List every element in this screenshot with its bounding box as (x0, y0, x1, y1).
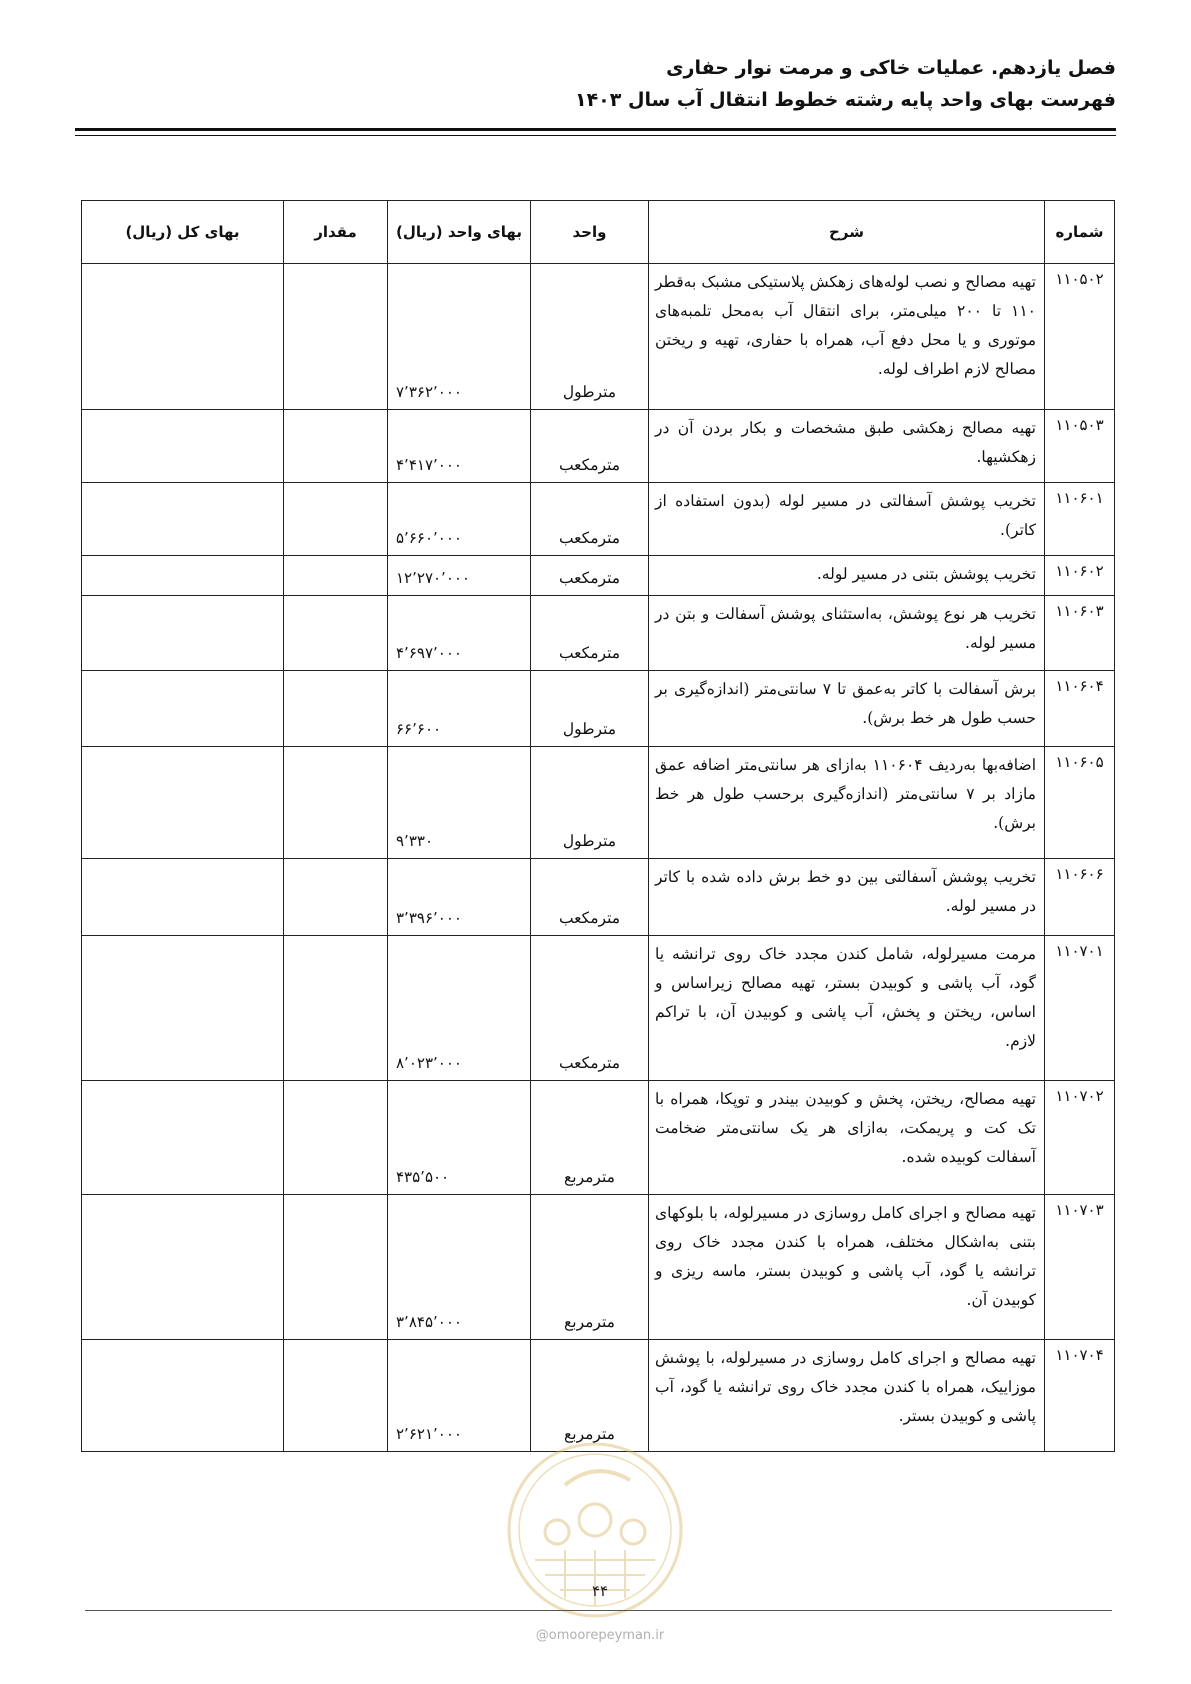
row-unit: مترمربع (531, 1081, 649, 1195)
table-row (82, 859, 1115, 936)
row-quantity[interactable] (284, 1195, 388, 1340)
row-description: تهیه مصالح و نصب لوله‌های زهکش پلاستیکی مشبک به‌قطر ۱۱۰ تا ۲۰۰ میلی‌متر، برای انتقال آب به‌محل تلمبه‌های موتوری و یا محل دفع آب، همراه با حفاری، تهیه و ریختن مصالح لازم اطراف لوله. (649, 264, 1045, 410)
row-number: ۱۱۰۶۰۱ (1045, 483, 1115, 556)
row-quantity[interactable] (284, 1081, 388, 1195)
row-total-price[interactable] (82, 859, 284, 936)
table-row (82, 264, 1115, 410)
row-number: ۱۱۰۶۰۶ (1045, 859, 1115, 936)
row-number: ۱۱۰۷۰۳ (1045, 1195, 1115, 1340)
row-unit-price: ۴٬۴۱۷٬۰۰۰ (388, 410, 531, 483)
row-number: ۱۱۰۶۰۳ (1045, 596, 1115, 671)
table-row (82, 936, 1115, 1081)
row-unit-price: ۹٬۳۳۰ (388, 747, 531, 859)
row-number: ۱۱۰۶۰۴ (1045, 671, 1115, 747)
table-row (82, 410, 1115, 483)
column-header-quantity: مقدار (284, 201, 388, 264)
row-description: تهیه مصالح، ریختن، پخش و کوبیدن بیندر و توپکا، همراه با تک کت و پریمکت، به‌ازای هر یک سانتی‌متر ضخامت آسفالت کوبیده شده. (649, 1081, 1045, 1195)
row-quantity[interactable] (284, 1340, 388, 1452)
table-row (82, 596, 1115, 671)
row-number: ۱۱۰۶۰۵ (1045, 747, 1115, 859)
row-unit: مترطول (531, 671, 649, 747)
row-number: ۱۱۰۷۰۱ (1045, 936, 1115, 1081)
row-total-price[interactable] (82, 747, 284, 859)
row-total-price[interactable] (82, 936, 284, 1081)
website-mark[interactable]: @omoorepeyman.ir (535, 1628, 665, 1643)
row-total-price[interactable] (82, 264, 284, 410)
table-row (82, 1195, 1115, 1340)
row-total-price[interactable] (82, 1195, 284, 1340)
footer-rule (85, 1610, 1112, 1611)
table-row (82, 483, 1115, 556)
row-quantity[interactable] (284, 596, 388, 671)
row-unit-price: ۴٬۶۹۷٬۰۰۰ (388, 596, 531, 671)
row-unit: مترمکعب (531, 410, 649, 483)
row-unit-price: ۴۳۵٬۵۰۰ (388, 1081, 531, 1195)
row-description: برش آسفالت با کاتر به‌عمق تا ۷ سانتی‌متر (اندازه‌گیری بر حسب طول هر خط برش). (649, 671, 1045, 747)
table-row (82, 1081, 1115, 1195)
price-list-table (81, 200, 1115, 1452)
row-unit-price: ۳٬۸۴۵٬۰۰۰ (388, 1195, 531, 1340)
chapter-title: فصل یازدهم. عملیات خاکی و مرمت نوار حفاری (666, 57, 1116, 79)
row-unit-price: ۱۲٬۲۷۰٬۰۰۰ (388, 556, 531, 596)
page-number: ۴۴ (591, 1582, 609, 1600)
row-total-price[interactable] (82, 1081, 284, 1195)
table-row (82, 556, 1115, 596)
row-unit-price: ۶۶٬۶۰۰ (388, 671, 531, 747)
row-description: تهیه مصالح و اجرای کامل روسازی در مسیرلوله، با بلوکهای بتنی به‌اشکال مختلف، همراه با کندن مجدد خاک روی ترانشه یا گود، آب پاشی و کوبیدن بستر، ماسه ریزی و کوبیدن آن. (649, 1195, 1045, 1340)
row-quantity[interactable] (284, 410, 388, 483)
header-rule (75, 128, 1116, 136)
row-unit: مترطول (531, 264, 649, 410)
row-number: ۱۱۰۷۰۲ (1045, 1081, 1115, 1195)
row-description: مرمت مسیرلوله، شامل کندن مجدد خاک روی ترانشه یا گود، آب پاشی و کوبیدن بستر، تهیه مصالح زیراساس و اساس، ریختن و پخش، آب پاشی و کوبیدن آن، با تراکم لازم. (649, 936, 1045, 1081)
row-number: ۱۱۰۷۰۴ (1045, 1340, 1115, 1452)
row-total-price[interactable] (82, 556, 284, 596)
column-header-unit-price: بهای واحد (ریال) (388, 201, 531, 264)
row-quantity[interactable] (284, 936, 388, 1081)
row-total-price[interactable] (82, 1340, 284, 1452)
row-unit-price: ۷٬۳۶۲٬۰۰۰ (388, 264, 531, 410)
catalog-title: فهرست بهای واحد پایه رشته خطوط انتقال آب سال ۱۴۰۳ (574, 89, 1116, 111)
row-quantity[interactable] (284, 747, 388, 859)
row-number: ۱۱۰۶۰۲ (1045, 556, 1115, 596)
column-header-description: شرح (649, 201, 1045, 264)
row-total-price[interactable] (82, 483, 284, 556)
column-header-number: شماره (1045, 201, 1115, 264)
page-header (76, 52, 1116, 116)
row-unit-price: ۲٬۶۲۱٬۰۰۰ (388, 1340, 531, 1452)
row-quantity[interactable] (284, 483, 388, 556)
row-description: تهیه مصالح و اجرای کامل روسازی در مسیرلوله، با پوشش موزاییک، همراه با کندن مجدد خاک روی ترانشه یا گود، آب پاشی و کوبیدن بستر. (649, 1340, 1045, 1452)
row-unit: مترمکعب (531, 556, 649, 596)
column-header-total-price: بهای کل (ریال) (82, 201, 284, 264)
row-total-price[interactable] (82, 410, 284, 483)
column-header-unit: واحد (531, 201, 649, 264)
row-quantity[interactable] (284, 671, 388, 747)
table-row (82, 671, 1115, 747)
row-unit: مترمکعب (531, 936, 649, 1081)
row-quantity[interactable] (284, 859, 388, 936)
row-unit-price: ۳٬۳۹۶٬۰۰۰ (388, 859, 531, 936)
table-header-row (82, 201, 1115, 264)
row-number: ۱۱۰۵۰۳ (1045, 410, 1115, 483)
row-description: تخریب پوشش آسفالتی بین دو خط برش داده شده با کاتر در مسیر لوله. (649, 859, 1045, 936)
row-unit-price: ۸٬۰۲۳٬۰۰۰ (388, 936, 531, 1081)
row-description: تخریب پوشش بتنی در مسیر لوله. (649, 556, 1045, 596)
row-unit: مترمربع (531, 1195, 649, 1340)
row-unit: مترطول (531, 747, 649, 859)
table-row (82, 747, 1115, 859)
row-quantity[interactable] (284, 556, 388, 596)
row-description: تخریب پوشش آسفالتی در مسیر لوله (بدون استفاده از کاتر). (649, 483, 1045, 556)
row-unit: مترمکعب (531, 596, 649, 671)
row-unit: مترمربع (531, 1340, 649, 1452)
row-total-price[interactable] (82, 671, 284, 747)
table-row (82, 1340, 1115, 1452)
row-total-price[interactable] (82, 596, 284, 671)
row-unit-price: ۵٬۶۶۰٬۰۰۰ (388, 483, 531, 556)
row-unit: مترمکعب (531, 859, 649, 936)
row-description: اضافه‌بها به‌ردیف ۱۱۰۶۰۴ به‌ازای هر سانتی‌متر اضافه عمق مازاد بر ۷ سانتی‌متر (اندازه‌گیری برحسب طول هر خط برش). (649, 747, 1045, 859)
row-description: تهیه مصالح زهکشی طبق مشخصات و بکار بردن آن در زهکشیها. (649, 410, 1045, 483)
row-unit: مترمکعب (531, 483, 649, 556)
row-quantity[interactable] (284, 264, 388, 410)
row-number: ۱۱۰۵۰۲ (1045, 264, 1115, 410)
row-description: تخریب هر نوع پوشش، به‌استثنای پوشش آسفالت و بتن در مسیر لوله. (649, 596, 1045, 671)
